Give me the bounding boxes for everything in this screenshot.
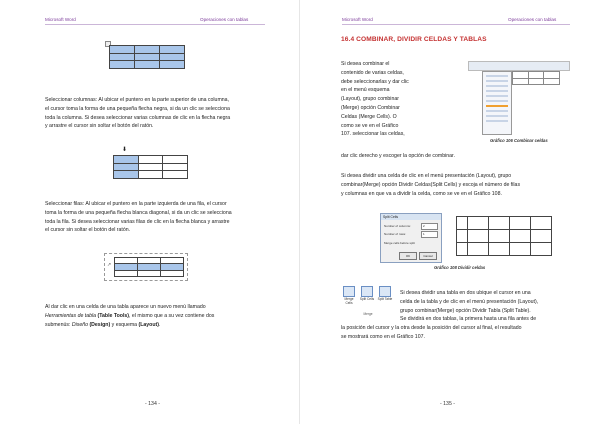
header-app-left: Microsoft Word [45,17,76,22]
text-line: la posición del cursor y la otra desde la posición del cursor al final, el resultado [341,325,522,331]
text-line: en el menú esquema [341,87,390,94]
merge-cells-icon [343,286,355,297]
figure-split-result [456,216,552,256]
text-line: toda la fila. Si desea seleccionar varias filas de clic en la flecha blanca y arrastre [45,218,230,225]
text-italic: Diseño [71,321,88,328]
header-rule-right [342,24,570,25]
split-cells-icon [361,286,373,297]
down-arrow-icon: ⬇ [122,147,128,153]
text-bold: (Table Tools) [97,312,130,319]
text-line: se mostrará como en el Gráfico 107. [341,333,425,340]
sample-table [109,45,185,69]
para-split-table [400,289,572,324]
text-line: debe seleccionarlas y dar clic [341,78,409,85]
caption-108: Gráfico 108 Dividir celdas [434,265,486,270]
text-line: toda la columna. Si desea seleccionar varias columnas de clic en la flecha negra [45,114,231,121]
text: . [158,321,161,328]
merge-cells-label: Merge Cells [344,297,354,305]
page-number-left: - 134 - [145,401,160,407]
header-section-right: Operaciones con tablas [508,17,557,22]
header-section-left: Operaciones con tablas [200,17,249,22]
text-line: Seleccionar columnas: Al ubicar el puntero en la parte superior de una columna, [45,97,229,103]
section-title: 16.4 COMBINAR, DIVIDIR CELDAS Y TABLAS [341,36,487,43]
text-line: toma la forma de una pequeña flecha blanca diagonal, si da un clic se selecciona [45,209,232,216]
split-cells-label: Split Cells [359,297,375,301]
text-line: y arrastre el cursor sin soltar el botón del ratón. [45,123,154,130]
para-columns [45,96,273,131]
split-cells-button[interactable] [359,286,375,301]
pointer-icon: ↗ [107,262,112,268]
page-number-right: - 135 - [440,401,455,407]
ribbon-group-label: Merge [363,312,373,316]
text: Al dar clic en una celda de una tabla aparece un nuevo menú llamado [45,304,206,310]
text-line: el cursor toma la forma de una pequeña flecha negra, si da un clic se selecciona [45,105,230,112]
text-line [45,321,273,330]
dialog-title: Split Cells [381,214,441,220]
mini-toolbar [468,61,570,71]
header-app-right: Microsoft Word [342,17,373,22]
header-rule-left [45,24,265,25]
cancel-button[interactable]: Cancel [419,252,437,260]
figure-row-selected [104,253,188,281]
cols-input[interactable]: 2 [421,223,438,230]
split-result-table [456,216,552,256]
figure-merge-ribbon [341,286,395,320]
text-line [45,312,273,321]
text-line: el cursor sin soltar el botón del ratón. [45,227,131,234]
text-line: contenido de varias celdas, [341,69,404,76]
text-line [45,303,273,312]
text-italic: Herramientas de tabla [45,312,97,319]
sample-table-mini [512,71,560,85]
text-line: Si desea combinar el [341,61,390,67]
text-line: Si desea dividir una celda de clic en el menú presentación (Layout), grupo [341,173,512,179]
figure-merge-context-menu [468,57,568,135]
text: y esquema [111,321,138,328]
para-merge-last [341,152,571,161]
rows-input[interactable]: 1 [421,231,438,238]
right-page [300,0,600,424]
cols-label: Number of columns: [384,224,411,228]
text-line: 107. seleccionar las celdas, [341,131,405,138]
para-split-table-cont [341,324,572,342]
text: submenús: [45,321,71,328]
text-line: grupo combinar(Merge) opción Dividir Tabla (Split Table). [400,307,531,314]
merge-checkbox-label[interactable]: Merge cells before split [384,241,415,245]
sample-table [114,257,184,277]
sample-table [113,155,188,179]
text-line: celda de la tabla y de clic en el menú presentación (Layout), [400,298,539,305]
text-line: (Merge) opción Combinar [341,104,400,111]
caption-106: Gráfico 106 Combinar celdas [490,138,548,143]
text-bold: (Design) [89,321,111,328]
para-tools [45,303,273,329]
para-rows [45,200,273,235]
text-line: y columnas en que va a dividir la celda, como se ve en el Gráfico 108. [341,190,502,197]
text-line: combinar(Merge) opción Dividir Celdas(Split Cells) y escoja el número de filas [341,181,521,188]
text-line: como se ve en el Gráfico [341,122,399,129]
figure-column-selected [113,147,188,179]
text: , el mismo que a su vez contiene dos [129,312,215,319]
rows-label: Number of rows: [384,232,407,236]
ok-button[interactable]: OK [399,252,417,260]
text-line: dar clic derecho y escoger la opción de combinar. [341,153,455,159]
para-split-cells [341,172,571,198]
figure-table-selected [105,41,185,71]
text-line: Seleccionar filas: Al ubicar el puntero en la parte izquierda de una fila, el cursor [45,201,227,207]
split-table-label: Split Table [377,297,393,301]
text-line: Si desea dividir una tabla en dos ubique el cursor en una [400,290,531,296]
text-line: Celdas (Merge Cells). O [341,113,397,120]
para-merge-intro [341,60,453,139]
split-table-icon [379,286,391,297]
split-cells-dialog [380,213,442,263]
text-line: Se dividirá en dos tablas, la primera hasta una fila antes de [400,316,537,323]
context-menu [482,71,512,135]
split-table-button[interactable] [377,286,393,301]
text-bold: (Layout) [138,321,159,328]
text-line: (Layout), grupo combinar [341,96,399,103]
merge-cells-button[interactable] [341,286,357,305]
